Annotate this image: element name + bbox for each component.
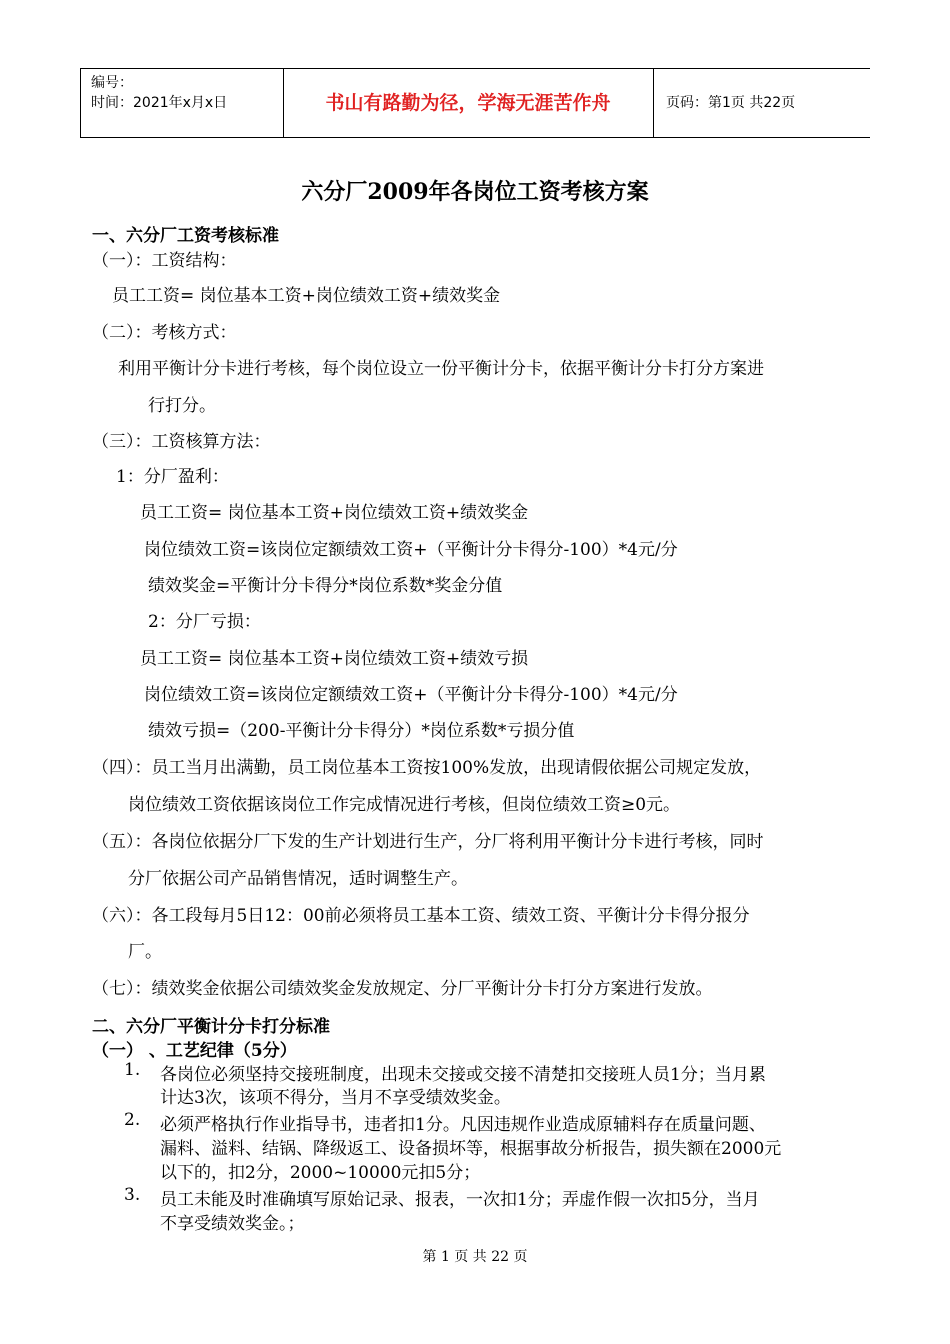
- paragraph-line: 厂。: [128, 942, 162, 962]
- paragraph-line: 分厂依据公司产品销售情况，适时调整生产。: [128, 869, 468, 889]
- list-item-text: 必须严格执行作业指导书，违者扣1分。凡因违规作业造成原辅料存在质量问题、: [160, 1115, 766, 1135]
- section-heading-2: 二、六分厂平衡计分卡打分标准: [92, 1017, 330, 1037]
- header-motto: 书山有路勤为径，学海无涯苦作舟: [283, 69, 654, 137]
- list-number: 2.: [124, 1110, 141, 1130]
- doc-time-label: 时间：2021年x月x日: [91, 95, 228, 111]
- subsection-heading: （三）：工资核算方法：: [92, 432, 271, 452]
- paragraph-line: 员工工资= 岗位基本工资+岗位绩效工资+绩效奖金: [112, 286, 501, 306]
- formula-line: 绩效亏损=（200-平衡计分卡得分）*岗位系数*亏损分值: [148, 721, 575, 741]
- list-item-text: 计达3次，该项不得分，当月不享受绩效奖金。: [160, 1088, 511, 1108]
- paragraph-line: 1：分厂盈利：: [116, 467, 229, 487]
- subsection-heading: （一） 、工艺纪律（5分）: [92, 1041, 297, 1061]
- paragraph-line: 行打分。: [148, 396, 216, 416]
- list-item-text: 以下的，扣2分，2000~10000元扣5分；: [160, 1163, 481, 1183]
- page-footer: 第 1 页 共 22 页: [422, 1249, 528, 1265]
- list-item-text: 员工未能及时准确填写原始记录、报表，一次扣1分；弄虚作假一次扣5分，当月: [160, 1190, 760, 1210]
- list-number: 1.: [124, 1060, 141, 1080]
- document-header: [80, 68, 870, 138]
- doc-code-label: 编号：: [91, 75, 133, 91]
- paragraph-line: （五）：各岗位依据分厂下发的生产计划进行生产，分厂将利用平衡计分卡进行考核，同时: [92, 832, 764, 852]
- list-item-text: 各岗位必须坚持交接班制度，出现未交接或交接不清楚扣交接班人员1分；当月累: [160, 1065, 766, 1085]
- list-number: 3.: [124, 1185, 141, 1205]
- paragraph-line: （七）：绩效奖金依据公司绩效奖金发放规定、分厂平衡计分卡打分方案进行发放。: [92, 979, 713, 999]
- list-item-text: 漏料、溢料、结锅、降级返工、设备损坏等，根据事故分析报告，损失额在2000元: [160, 1139, 782, 1159]
- section-heading-1: 一、六分厂工资考核标准: [92, 226, 279, 246]
- document-title: 六分厂2009年各岗位工资考核方案: [301, 179, 649, 205]
- subsection-heading: （二）：考核方式：: [92, 323, 237, 343]
- list-item-text: 不享受绩效奖金。；: [160, 1214, 305, 1234]
- paragraph-line: 2：分厂亏损：: [148, 612, 261, 632]
- header-meta-cell: [80, 69, 284, 137]
- paragraph-line: （六）：各工段每月5日12：00前必须将员工基本工资、绩效工资、平衡计分卡得分报分: [92, 906, 750, 926]
- formula-line: 员工工资= 岗位基本工资+岗位绩效工资+绩效亏损: [140, 649, 529, 669]
- formula-line: 岗位绩效工资=该岗位定额绩效工资+（平衡计分卡得分-100）*4元/分: [144, 685, 678, 705]
- header-page-info: 页码：第1页 共22页: [666, 95, 796, 111]
- formula-line: 岗位绩效工资=该岗位定额绩效工资+（平衡计分卡得分-100）*4元/分: [144, 540, 678, 560]
- paragraph-line: 利用平衡计分卡进行考核，每个岗位设立一份平衡计分卡，依据平衡计分卡打分方案进: [118, 359, 764, 379]
- paragraph-line: 岗位绩效工资依据该岗位工作完成情况进行考核，但岗位绩效工资≥0元。: [128, 795, 681, 815]
- formula-line: 员工工资= 岗位基本工资+岗位绩效工资+绩效奖金: [140, 503, 529, 523]
- paragraph-line: （四）：员工当月出满勤，员工岗位基本工资按100%发放，出现请假依据公司规定发放，: [92, 758, 762, 778]
- subsection-heading: （一）：工资结构：: [92, 251, 237, 271]
- formula-line: 绩效奖金=平衡计分卡得分*岗位系数*奖金分值: [148, 576, 503, 596]
